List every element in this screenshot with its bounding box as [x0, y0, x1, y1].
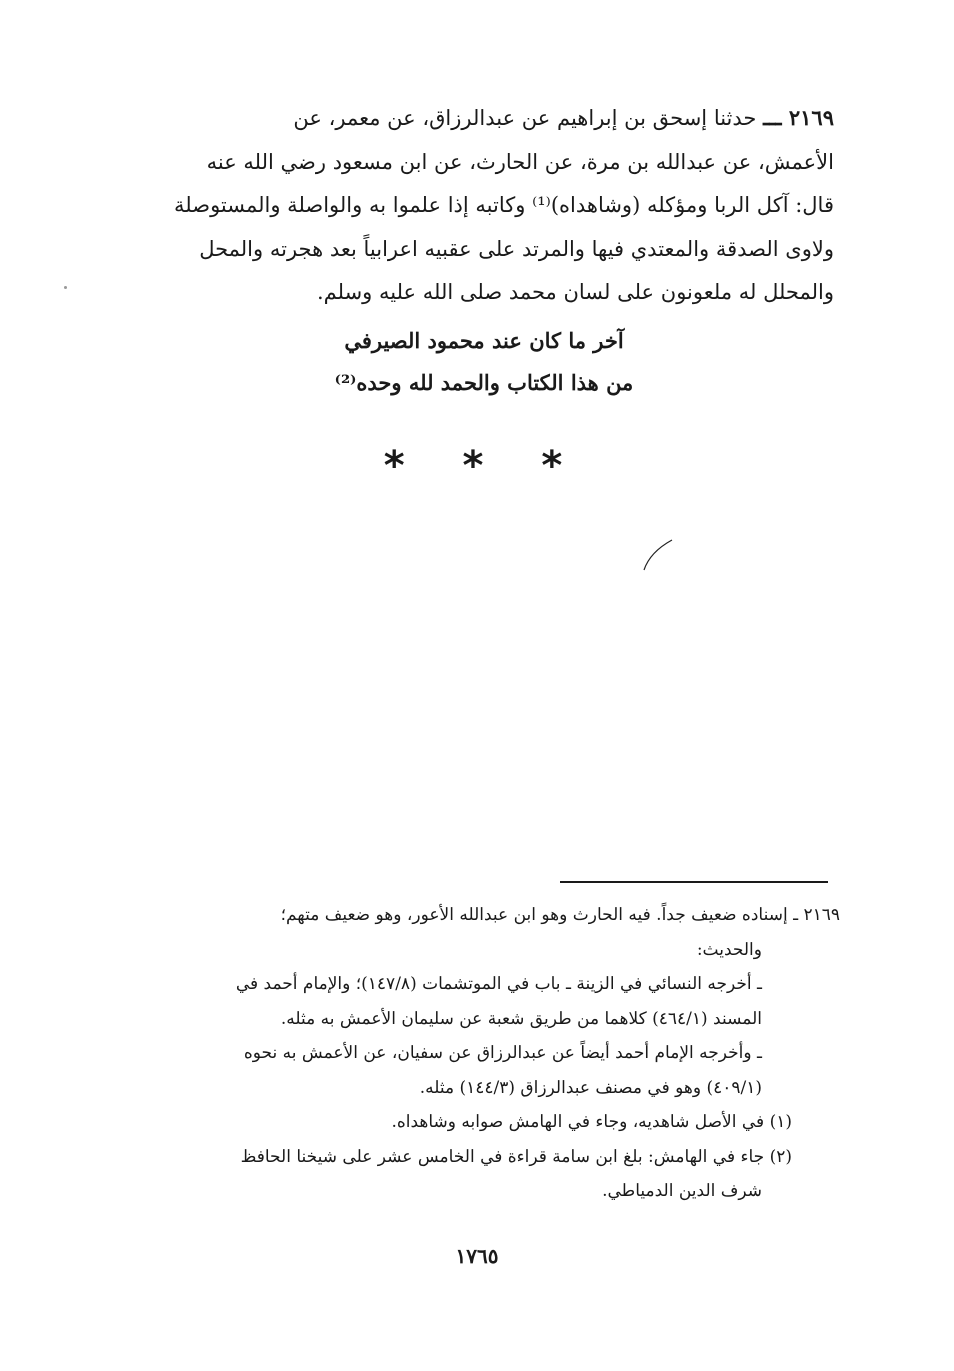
footnote-line-6: (٤٠٩/١) وهو في مصنف عبدالرزاق (١٤٤/٣) مثله.	[419, 1077, 762, 1098]
closing-line-1: آخر ما كان عند محمود الصيرفي	[344, 328, 624, 353]
hadith-text	[134, 96, 834, 315]
hadith-line-4: ولاوى الصدقة والمعتدي فيها والمرتد على عقبيه اعرابياً بعد هجرته والمحل	[199, 236, 834, 261]
hadith-line-3: قال: آكل الربا ومؤكله (وشاهداه)⁽¹⁾ وكاتبه إذا علموا به والواصلة والمستوصلة	[174, 193, 834, 217]
closing-line-2: من هذا الكتاب والحمد لله وحده⁽²⁾	[334, 370, 634, 395]
footnote-line-3: ـ أخرجه النسائي في الزينة ـ باب في الموتشمات (١٤٧/٨)؛ والإمام أحمد في	[235, 974, 762, 994]
footnote-2: (٢) جاء في الهامش: بلغ ابن سامة قراءة في الخامس عشر على شيخنا الحافظ	[240, 1146, 792, 1167]
footnote-divider	[560, 881, 828, 883]
margin-dot	[64, 286, 67, 289]
footnote-line-2: والحديث:	[696, 939, 762, 960]
hadith-number: ٢١٦٩ ـــ	[763, 105, 834, 130]
hadith-line-1: ٢١٦٩ ـــ حدثنا إسحق بن إبراهيم عن عبدالرزاق، عن معمر، عن	[293, 105, 834, 130]
footnote-2-continued: شرف الدين الدمياطي.	[602, 1181, 762, 1201]
footnote-line-5: ـ وأخرجه الإمام أحمد أيضاً عن عبدالرزاق عن سفيان، عن الأعمش به نحوه	[243, 1043, 762, 1063]
hadith-line-5: والمحلل له ملعونون على لسان محمد صلى الله عليه وسلم.	[316, 280, 834, 304]
footnote-line-1: ٢١٦٩ ـ إسناده ضعيف جداً. فيه الحارث وهو ابن عبدالله الأعور، وهو ضعيف متهم؛	[280, 905, 840, 925]
page-number: ١٧٦٥	[455, 1244, 499, 1268]
section-separator: * * *	[383, 443, 585, 489]
closing-statement	[134, 320, 834, 404]
pen-stroke-mark	[640, 538, 674, 572]
hadith-line-2: الأعمش، عن عبدالله بن مرة، عن الحارث، عن ابن مسعود رضي الله عنه	[206, 149, 834, 174]
footnote-1: (١) في الأصل شاهديه، وجاء في الهامش صوابه وشاهداه.	[391, 1112, 792, 1132]
footnotes	[128, 898, 840, 1209]
footnote-line-4: المسند (٤٦٤/١) كلاهما من طريق شعبة عن سليمان الأعمش به مثله.	[280, 1008, 762, 1029]
